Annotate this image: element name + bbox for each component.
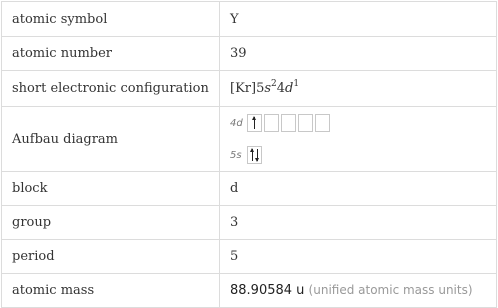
orbital-box xyxy=(298,114,313,132)
atomic-mass-unit: (unified atomic mass units) xyxy=(308,283,473,297)
orbital-box xyxy=(315,114,330,132)
orbital-row-5s xyxy=(230,144,496,166)
config-orbital-1-n: 5 xyxy=(256,81,265,96)
config-orbital-2-n: 4 xyxy=(276,81,286,96)
electron-configuration xyxy=(220,71,497,107)
row-label: Aufbau diagram xyxy=(2,107,220,172)
row-label: block xyxy=(2,172,220,206)
element-properties-table xyxy=(1,1,497,308)
table-row xyxy=(2,107,497,172)
table-row xyxy=(2,274,497,308)
config-orbital-2-l: d xyxy=(285,81,294,96)
row-label: atomic number xyxy=(2,37,220,71)
spin-down-arrow-icon xyxy=(257,149,258,161)
config-orbital-1-count: 2 xyxy=(271,79,277,89)
config-orbital-1-l: s xyxy=(264,81,272,96)
config-core: [Kr] xyxy=(230,81,257,96)
spin-up-arrow-icon xyxy=(252,149,253,161)
atomic-number-value: 39 xyxy=(220,37,497,71)
table-row xyxy=(2,240,497,274)
atomic-mass-value: 88.90584 u xyxy=(230,283,305,298)
table-row xyxy=(2,37,497,71)
orbital-row-4d xyxy=(230,112,496,134)
config-orbital-2-count: 1 xyxy=(293,79,300,89)
block-value: d xyxy=(220,172,497,206)
spin-up-arrow-icon xyxy=(254,117,255,129)
row-label: atomic mass xyxy=(2,274,220,308)
orbital-box xyxy=(247,146,262,164)
group-value: 3 xyxy=(220,206,497,240)
orbital-box xyxy=(247,114,262,132)
atomic-symbol-value: Y xyxy=(220,2,497,37)
aufbau-diagram xyxy=(220,107,497,172)
row-label: group xyxy=(2,206,220,240)
period-value: 5 xyxy=(220,240,497,274)
orbital-label: 5s xyxy=(230,149,242,161)
table-row xyxy=(2,71,497,107)
orbital-label: 4d xyxy=(230,117,243,129)
orbital-box xyxy=(264,114,279,132)
table-row xyxy=(2,172,497,206)
table-row xyxy=(2,206,497,240)
table-row xyxy=(2,2,497,37)
row-label: period xyxy=(2,240,220,274)
orbital-box xyxy=(281,114,296,132)
row-label: short electronic configuration xyxy=(2,71,220,107)
atomic-mass xyxy=(220,274,497,308)
row-label: atomic symbol xyxy=(2,2,220,37)
